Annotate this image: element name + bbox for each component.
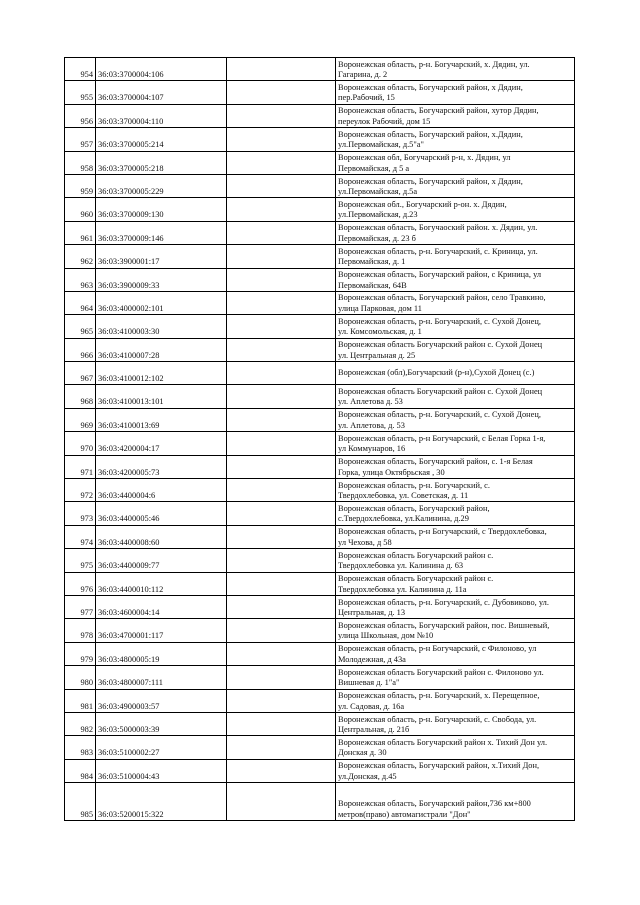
empty-cell xyxy=(227,642,336,665)
address-line-2: ул. Садовая, д. 16а xyxy=(338,701,405,711)
row-number: 974 xyxy=(65,525,96,548)
table-row xyxy=(65,174,575,197)
address-line-2: ул.Первомайская, д.5а xyxy=(338,186,418,196)
row-number: 975 xyxy=(65,549,96,572)
address-cell xyxy=(336,408,575,431)
address-cell xyxy=(336,128,575,151)
address-cell xyxy=(336,525,575,548)
table-row xyxy=(65,549,575,572)
address-line-2: ул. Аплетова, д. 53 xyxy=(338,420,405,430)
row-number: 964 xyxy=(65,291,96,314)
empty-cell xyxy=(227,104,336,127)
address-cell xyxy=(336,81,575,104)
address-line-1: Воронежская область, Богучарский район, с. 1-я Белая xyxy=(338,457,533,467)
row-number: 979 xyxy=(65,642,96,665)
address-line-2: улица Школьная, дом №10 xyxy=(338,631,434,641)
empty-cell xyxy=(227,712,336,735)
address-line-1: Воронежская область Богучарский район с. xyxy=(338,574,494,584)
empty-cell xyxy=(227,619,336,642)
address-line-2: Первомайская, д. 23 б xyxy=(338,233,416,243)
row-number: 980 xyxy=(65,666,96,689)
row-number: 966 xyxy=(65,338,96,361)
table-row xyxy=(65,525,575,548)
row-number: 963 xyxy=(65,268,96,291)
empty-cell xyxy=(227,338,336,361)
address-line-1: Воронежская область Богучарский район с. xyxy=(338,550,494,560)
table-row xyxy=(65,81,575,104)
empty-cell xyxy=(227,666,336,689)
cadastral-number: 36:03:4100007:28 xyxy=(96,338,227,361)
cadastral-table xyxy=(64,57,575,821)
table-row xyxy=(65,572,575,595)
address-line-2: ул.Первомайская, д.5"а" xyxy=(338,140,424,150)
cadastral-number: 36:03:5000003:39 xyxy=(96,712,227,735)
address-line-1: Воронежская область, Богучарский район, хутор Дядин, xyxy=(338,106,539,116)
table-row xyxy=(65,479,575,502)
address-line-2: метров(право) автомагистрали "Дон" xyxy=(338,809,471,819)
cadastral-number: 36:03:4700001:117 xyxy=(96,619,227,642)
cadastral-number: 36:03:4100013:69 xyxy=(96,408,227,431)
address-line-2: Молодежная, д 43а xyxy=(338,654,406,664)
cadastral-number: 36:03:3700005:218 xyxy=(96,151,227,174)
address-line-2: Твердохлебовка ул. Калинина д. 11а xyxy=(338,584,467,594)
row-number: 955 xyxy=(65,81,96,104)
cadastral-number: 36:03:3700004:107 xyxy=(96,81,227,104)
empty-cell xyxy=(227,502,336,525)
empty-cell xyxy=(227,81,336,104)
cadastral-number: 36:03:4100013:101 xyxy=(96,385,227,408)
address-cell xyxy=(336,783,575,821)
address-cell xyxy=(336,759,575,782)
address-cell xyxy=(336,595,575,618)
address-line-1: Воронежская область Богучарский район с. Сухой Донец xyxy=(338,387,543,397)
cadastral-number: 36:03:4800007:111 xyxy=(96,666,227,689)
empty-cell xyxy=(227,572,336,595)
address-line-2: Вишневая д. 1"а" xyxy=(338,678,400,688)
row-number: 961 xyxy=(65,221,96,244)
table-row xyxy=(65,245,575,268)
address-line-1: Воронежская область, р-н. Богучарский, с. Дубовиково, ул. xyxy=(338,597,549,607)
row-number: 962 xyxy=(65,245,96,268)
table-row xyxy=(65,385,575,408)
row-number: 972 xyxy=(65,479,96,502)
row-number: 977 xyxy=(65,595,96,618)
table-row xyxy=(65,221,575,244)
address-cell xyxy=(336,736,575,759)
address-cell xyxy=(336,689,575,712)
row-number: 970 xyxy=(65,432,96,455)
address-line-1: Воронежская область Богучарский район с. Филоново ул. xyxy=(338,667,544,677)
row-number: 982 xyxy=(65,712,96,735)
row-number: 973 xyxy=(65,502,96,525)
table-row xyxy=(65,362,575,385)
empty-cell xyxy=(227,736,336,759)
address-line-2: с.Твердохлебовка, ул.Калинина, д.29 xyxy=(338,514,469,524)
row-number: 960 xyxy=(65,198,96,221)
table-body xyxy=(65,58,575,821)
empty-cell xyxy=(227,479,336,502)
row-number: 976 xyxy=(65,572,96,595)
empty-cell xyxy=(227,595,336,618)
row-number: 959 xyxy=(65,174,96,197)
address-cell xyxy=(336,455,575,478)
cadastral-number: 36:03:4200005:73 xyxy=(96,455,227,478)
empty-cell xyxy=(227,432,336,455)
empty-cell xyxy=(227,689,336,712)
empty-cell xyxy=(227,221,336,244)
address-line-1: Воронежская область, Богучарский район, х.Дядин, xyxy=(338,129,523,139)
table-row xyxy=(65,642,575,665)
address-cell xyxy=(336,268,575,291)
empty-cell xyxy=(227,315,336,338)
table-row xyxy=(65,432,575,455)
address-line-2: Гагарина, д. 2 xyxy=(338,69,388,79)
address-line-1: Воронежская область, р-н. Богучарский, х. Перещепное, xyxy=(338,691,540,701)
address-cell xyxy=(336,58,575,81)
address-line-1: Воронежская область Богучарский район х. Тихий Дон ул. xyxy=(338,737,548,747)
address-cell xyxy=(336,712,575,735)
cadastral-number: 36:03:3700005:214 xyxy=(96,128,227,151)
row-number: 967 xyxy=(65,362,96,385)
row-number: 984 xyxy=(65,759,96,782)
address-line-2: ул Чехова, д 58 xyxy=(338,537,392,547)
address-line-2: Первомайская, д. 1 xyxy=(338,257,406,267)
address-cell xyxy=(336,315,575,338)
address-line-2: ул.Донская, д.45 xyxy=(338,771,397,781)
empty-cell xyxy=(227,174,336,197)
row-number: 958 xyxy=(65,151,96,174)
address-cell xyxy=(336,362,575,385)
address-line-2: Центральная, д. 21б xyxy=(338,724,410,734)
empty-cell xyxy=(227,151,336,174)
address-cell xyxy=(336,502,575,525)
table-row xyxy=(65,268,575,291)
address-cell xyxy=(336,291,575,314)
address-line-1: Воронежская обл., Богучарский р-он. х. Дядин, xyxy=(338,199,507,209)
cadastral-number: 36:03:4400010:112 xyxy=(96,572,227,595)
address-line-1: Воронежская область, р-н. Богучарский, х. Дядин, ул. xyxy=(338,59,530,69)
address-line-2: Твердохлебовка, ул. Советская, д. 11 xyxy=(338,491,469,501)
address-cell xyxy=(336,338,575,361)
empty-cell xyxy=(227,408,336,431)
address-cell xyxy=(336,174,575,197)
cadastral-number: 36:03:4400008:60 xyxy=(96,525,227,548)
row-number: 971 xyxy=(65,455,96,478)
address-line-1: Воронежская область, Богучарский район, х Дядин, xyxy=(338,176,523,186)
address-line-2: Первомайская, д 5 а xyxy=(338,163,410,173)
address-line-1: Воронежская область, р-н. Богучарский, с. xyxy=(338,480,490,490)
row-number: 956 xyxy=(65,104,96,127)
address-cell xyxy=(336,198,575,221)
table-row xyxy=(65,595,575,618)
cadastral-number: 36:03:3700009:130 xyxy=(96,198,227,221)
cadastral-number: 36:03:4400005:46 xyxy=(96,502,227,525)
address-line-1: Воронежская область, Богучарский район,736 км+800 xyxy=(338,799,531,809)
table-row xyxy=(65,455,575,478)
empty-cell xyxy=(227,128,336,151)
row-number: 978 xyxy=(65,619,96,642)
address-line-2: Первомайская, 64В xyxy=(338,280,407,290)
cadastral-number: 36:03:3900001:17 xyxy=(96,245,227,268)
table-row xyxy=(65,58,575,81)
address-line-1: Воронежская обл, Богучарский р-н, х. Дядин, ул xyxy=(338,153,511,163)
address-line-2: переулок Рабочий, дом 15 xyxy=(338,116,431,126)
address-line-2: пер.Рабочий, 15 xyxy=(338,93,395,103)
address-line-2: ул. Аплетова д. 53 xyxy=(338,397,403,407)
table-row xyxy=(65,502,575,525)
address-line-1: Воронежская область, Богучарский район, с Криница, ул xyxy=(338,270,542,280)
row-number: 965 xyxy=(65,315,96,338)
address-line-1: Воронежская область, Богучарский район, пос. Вишневый, xyxy=(338,620,550,630)
table-row xyxy=(65,736,575,759)
cadastral-number: 36:03:3900009:33 xyxy=(96,268,227,291)
table-row xyxy=(65,408,575,431)
empty-cell xyxy=(227,198,336,221)
row-number: 957 xyxy=(65,128,96,151)
empty-cell xyxy=(227,58,336,81)
table-row xyxy=(65,689,575,712)
address-line-2: ул Коммунаров, 16 xyxy=(338,444,406,454)
address-line-2: ул. Комсомольская, д. 1 xyxy=(338,327,422,337)
cadastral-number: 36:03:4400009:77 xyxy=(96,549,227,572)
address-line-1: Воронежская область, р-н. Богучарский, с. Сухой Донец, xyxy=(338,316,541,326)
address-line-1: Воронежская область, р-н Богучарский, с Филоново, ул xyxy=(338,644,537,654)
table-row xyxy=(65,128,575,151)
address-line-2: Донская д. 30 xyxy=(338,748,387,758)
address-line-2: улица Парковая, дом 11 xyxy=(338,303,422,313)
address-line-1: Воронежская область, р-н Богучарский, с Твердохлебовка, xyxy=(338,527,547,537)
address-cell xyxy=(336,479,575,502)
table-row xyxy=(65,151,575,174)
address-line-2: Твердохлебовка ул. Калинина д. 63 xyxy=(338,561,464,571)
address-cell xyxy=(336,572,575,595)
address-cell xyxy=(336,432,575,455)
address-line-2: Центральная, д. 13 xyxy=(338,607,406,617)
cadastral-number: 36:03:3700004:106 xyxy=(96,58,227,81)
cadastral-number: 36:03:4100012:102 xyxy=(96,362,227,385)
cadastral-number: 36:03:4200004:17 xyxy=(96,432,227,455)
address-line-1: Воронежская область, р-н. Богучарский, с. Сухой Донец, xyxy=(338,410,541,420)
table-row xyxy=(65,291,575,314)
table-row xyxy=(65,619,575,642)
table-row xyxy=(65,666,575,689)
cadastral-number: 36:03:4800005:19 xyxy=(96,642,227,665)
address-cell xyxy=(336,245,575,268)
empty-cell xyxy=(227,245,336,268)
row-number: 985 xyxy=(65,783,96,821)
address-line-2: Горка, улица Октябрьская , 30 xyxy=(338,467,445,477)
address-line-1: Воронежская область Богучарский район с. Сухой Донец xyxy=(338,340,543,350)
cadastral-number: 36:03:4100003:30 xyxy=(96,315,227,338)
empty-cell xyxy=(227,362,336,385)
table-row xyxy=(65,315,575,338)
cadastral-number: 36:03:3700004:110 xyxy=(96,104,227,127)
row-number: 981 xyxy=(65,689,96,712)
empty-cell xyxy=(227,291,336,314)
address-line-1: Воронежская область, Богучаоский район. х. Дядин, ул. xyxy=(338,223,538,233)
address-line-1: Воронежская область, Богучарский район, село Травкино, xyxy=(338,293,546,303)
address-line-2: ул.Первомайская, д.23 xyxy=(338,210,418,220)
address-line-1: Воронежская область, р-н Богучарский, с Белая Горка 1-я, xyxy=(338,433,546,443)
cadastral-number: 36:03:5200015:322 xyxy=(96,783,227,821)
empty-cell xyxy=(227,385,336,408)
address-cell xyxy=(336,619,575,642)
table-row xyxy=(65,783,575,821)
address-line-1: Воронежская (обл),Богучарский (р-н),Сухой Донец (с.) xyxy=(338,368,535,378)
address-line-1: Воронежская область, р-н. Богучарский, с. Свобода, ул. xyxy=(338,714,537,724)
empty-cell xyxy=(227,783,336,821)
cadastral-number: 36:03:3700005:229 xyxy=(96,174,227,197)
cadastral-number: 36:03:4000002:101 xyxy=(96,291,227,314)
empty-cell xyxy=(227,525,336,548)
table-row xyxy=(65,338,575,361)
row-number: 983 xyxy=(65,736,96,759)
address-cell xyxy=(336,642,575,665)
address-cell xyxy=(336,549,575,572)
address-cell xyxy=(336,104,575,127)
empty-cell xyxy=(227,268,336,291)
table-row xyxy=(65,104,575,127)
address-cell xyxy=(336,221,575,244)
address-line-1: Воронежская область, Богучарский район, xyxy=(338,504,490,513)
row-number: 968 xyxy=(65,385,96,408)
empty-cell xyxy=(227,549,336,572)
table-row xyxy=(65,759,575,782)
address-cell xyxy=(336,151,575,174)
cadastral-number: 36:03:4600004:14 xyxy=(96,595,227,618)
table-row xyxy=(65,198,575,221)
cadastral-number: 36:03:5100004:43 xyxy=(96,759,227,782)
row-number: 969 xyxy=(65,408,96,431)
address-line-1: Воронежская область, р-н. Богучарский, с. Криница, ул. xyxy=(338,246,538,256)
address-line-1: Воронежская область, Богучарский район, х Дядин, xyxy=(338,82,523,92)
table-row xyxy=(65,712,575,735)
empty-cell xyxy=(227,455,336,478)
row-number: 954 xyxy=(65,58,96,81)
address-line-2: ул. Центральная д. 25 xyxy=(338,350,416,360)
cadastral-number: 36:03:5100002:27 xyxy=(96,736,227,759)
address-cell xyxy=(336,666,575,689)
cadastral-number: 36:03:3700009:146 xyxy=(96,221,227,244)
empty-cell xyxy=(227,759,336,782)
address-line-1: Воронежская область, Богучарский район, х.Тихий Дон, xyxy=(338,761,540,771)
cadastral-number: 36:03:4900003:57 xyxy=(96,689,227,712)
address-cell xyxy=(336,385,575,408)
cadastral-number: 36:03:4400004:6 xyxy=(96,479,227,502)
